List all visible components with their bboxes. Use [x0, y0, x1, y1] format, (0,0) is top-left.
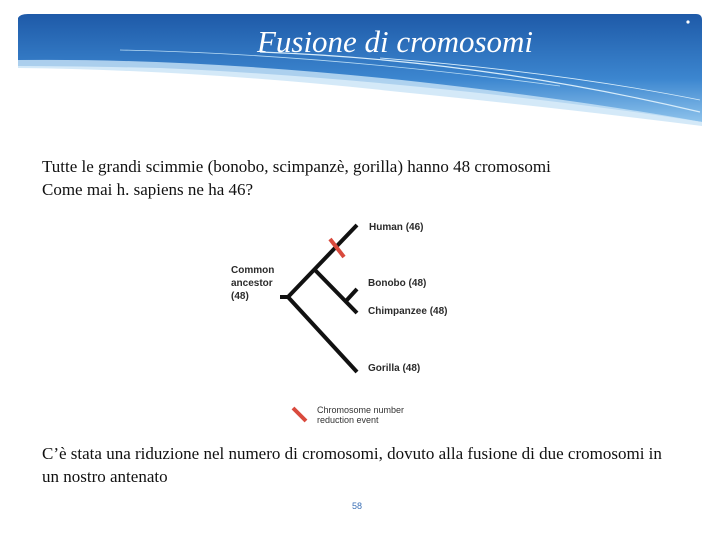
species-label-chimpanzee: Chimpanzee (48) — [368, 306, 448, 317]
intro-line-2: Come mai h. sapiens ne ha 46? — [42, 180, 254, 199]
intro-text — [42, 155, 551, 201]
page-number: 58 — [352, 501, 363, 511]
branch-root-gorilla — [288, 297, 357, 372]
ancestor-label: Common ancestor (48) — [231, 265, 275, 302]
slide-title: Fusione di cromosomi — [256, 24, 534, 59]
branch-node-bonobo-chimp — [314, 269, 357, 313]
species-label-bonobo: Bonobo (48) — [368, 278, 427, 289]
branch-bonobo — [346, 289, 357, 301]
branch-root-human — [288, 225, 357, 297]
intro-line-1: Tutte le grandi scimmie (bonobo, scimpanzè, gorilla) hanno 48 cromosomi — [42, 157, 551, 176]
species-label-gorilla: Gorilla (48) — [368, 363, 421, 374]
header-banner — [0, 0, 720, 130]
conclusion-text: C’è stata una riduzione nel numero di cromosomi, dovuto alla fusione di due cromosomi in un nostro antenato — [42, 444, 662, 486]
legend-label: Chromosome number reduction event — [317, 405, 405, 425]
legend-swatch — [293, 408, 306, 421]
species-label-human: Human (46) — [369, 222, 424, 233]
phylogenetic-tree — [220, 205, 460, 425]
